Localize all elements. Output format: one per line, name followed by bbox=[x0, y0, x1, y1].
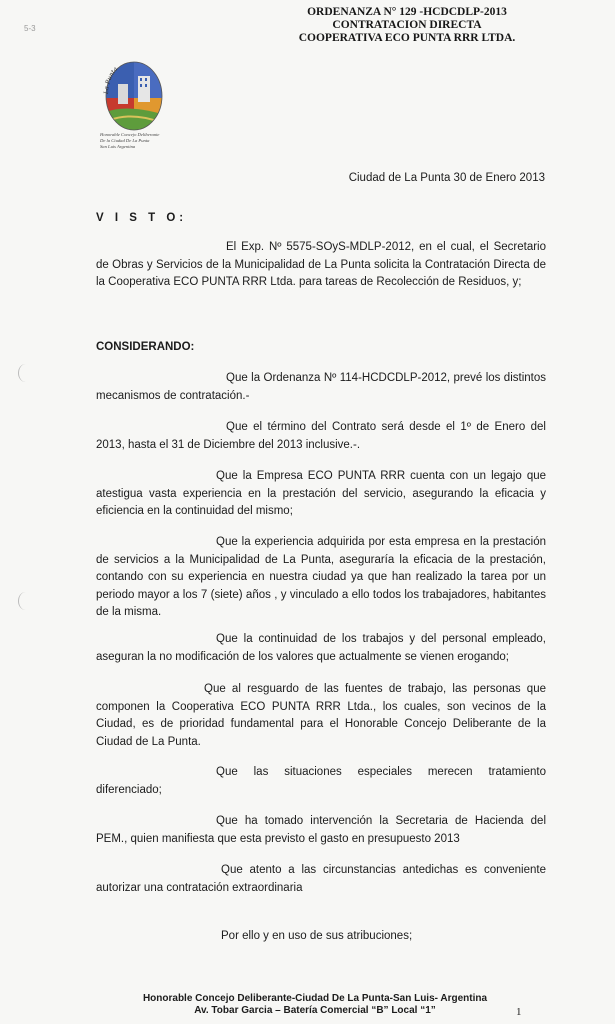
contract-type: CONTRATACION DIRECTA bbox=[332, 19, 482, 31]
logo-caption bbox=[100, 132, 170, 150]
logo-caption-line: San Luis Argentina bbox=[100, 144, 136, 149]
considerando-paragraph: Por ello y en uso de sus atribuciones; bbox=[221, 930, 413, 942]
binder-hole-mark bbox=[18, 592, 33, 610]
considerando-paragraph: Que la experiencia adquirida por esta empresa en la prestación de servicios a la Municipalidad de La Punta, aseguraría la eficacia de la prestación, contando con su experiencia en nuestra ciudad ya que han realizado la tarea por un periodo mayor a los 7 (siete) años , y vinculado a ello todos los trabajadores, habitantes de la misma. bbox=[96, 536, 546, 618]
considerando-paragraph: Que la Empresa ECO PUNTA RRR cuenta con un legajo que atestigua vasta experiencia en la prestación del servicio, asegurando la eficacia y eficiencia en la continuidad del mismo; bbox=[96, 470, 546, 517]
footer-address: Av. Tobar Garcia – Batería Comercial “B” Local “1” bbox=[194, 1005, 436, 1016]
corner-mark: 5-3 bbox=[24, 24, 36, 33]
ordinance-number: ORDENANZA N° 129 -HCDCDLP-2013 bbox=[307, 6, 507, 18]
visto-paragraph: El Exp. Nº 5575-SOyS-MDLP-2012, en el cual, el Secretario de Obras y Servicios de la Municipalidad de La Punta solicita la Contratación Directa de la Cooperativa ECO PUNTA RRR Ltda. para tareas de Recolección de Residuos, y; bbox=[96, 241, 546, 288]
document-date: Ciudad de La Punta 30 de Enero 2013 bbox=[348, 172, 545, 184]
council-logo bbox=[96, 54, 172, 134]
considerando-paragraph: Que las situaciones especiales merecen tratamiento diferenciado; bbox=[96, 766, 546, 796]
cooperative-name: COOPERATIVA ECO PUNTA RRR LTDA. bbox=[298, 32, 516, 44]
logo-caption-line: Honorable Concejo Deliberante bbox=[100, 132, 160, 137]
footer-institution: Honorable Concejo Deliberante-Ciudad De La Punta-San Luis- Argentina bbox=[142, 993, 488, 1004]
visto-heading: V I S T O: bbox=[96, 212, 188, 224]
considerando-paragraph: Que al resguardo de las fuentes de trabajo, las personas que componen la Cooperativa ECO PUNTA RRR Ltda., los cuales, son vecinos de la Ciudad, es de prioridad fundamental para el Honorable Concejo Deliberante de la Ciudad de La Punta. bbox=[96, 683, 546, 748]
considerando-paragraph: Que la Ordenanza Nº 114-HCDCDLP-2012, prevé los distintos mecanismos de contratación.- bbox=[96, 372, 546, 402]
document-header bbox=[277, 6, 537, 45]
considerando-paragraph: Que el término del Contrato será desde el 1º de Enero del 2013, hasta el 31 de Diciembre del 2013 inclusive.-. bbox=[96, 421, 546, 451]
considerando-paragraph: Que la continuidad de los trabajos y del personal empleado, aseguran la no modificación de los valores que actualmente se vienen erogando; bbox=[96, 633, 546, 663]
considerando-heading: CONSIDERANDO: bbox=[96, 341, 195, 353]
considerando-paragraph: Que ha tomado intervención la Secretaria de Hacienda del PEM., quien manifiesta que esta previsto el gasto en presupuesto 2013 bbox=[96, 815, 546, 845]
binder-hole-mark bbox=[18, 364, 33, 382]
document-footer bbox=[110, 993, 520, 1017]
considerando-paragraph: Que atento a las circunstancias antedichas es conveniente autorizar una contratación extraordinaria bbox=[96, 864, 546, 894]
page-number: 1 bbox=[516, 1006, 522, 1018]
logo-arc-text: La Punta bbox=[102, 65, 120, 95]
logo-caption-line: De la Ciudad De La Punta bbox=[100, 138, 150, 143]
